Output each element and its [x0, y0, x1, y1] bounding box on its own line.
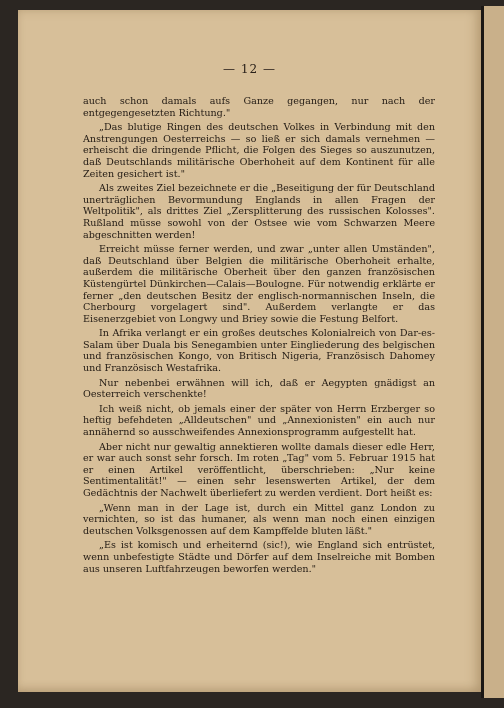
paragraph-10: „Es ist komisch und erheiternd (sic!), wie England sich entrüstet, wenn unbefestigte Städte und Dörfer auf dem Inselreiche mit Bomben aus unseren Luftfahrzeugen beworfen werden.": [83, 540, 435, 575]
paragraph-7: Ich weiß nicht, ob jemals einer der später von Herrn Erzberger so heftig befehdeten „Alldeutschen" und „Annexionisten" ein auch nur annähernd so ausschweifendes Annexionsprogramm aufgestellt hat.: [83, 403, 435, 439]
body-text: [83, 96, 435, 578]
paragraph-2: „Das blutige Ringen des deutschen Volkes in Verbindung mit den Anstrengungen Oesterreichs — so ließ er sich damals vernehmen — erheischt die dringende Pflicht, die Folgen des Sieges so auszunutzen, daß Deutschlands militärische Oberhoheit auf dem Kontinent für alle Zeiten gesichert ist.": [83, 122, 435, 180]
document-page: [18, 10, 481, 692]
page-gutter: [481, 6, 484, 698]
adjacent-page-edge: [484, 6, 504, 698]
paragraph-3: Als zweites Ziel bezeichnete er die „Beseitigung der für Deutschland unerträglichen Bevormundung Englands in allen Fragen der Weltpolitik", als drittes Ziel „Zersplitterung des russischen Kolosses". Rußland müsse sowohl von der Ostsee wie vom Schwarzen Meere abgeschnitten werden!: [83, 183, 435, 241]
paragraph-1: auch schon damals aufs Ganze gegangen, nur nach der entgegengesetzten Richtung.": [83, 96, 435, 119]
paragraph-9: „Wenn man in der Lage ist, durch ein Mittel ganz London zu vernichten, so ist das humaner, als wenn man noch einen einzigen deutschen Volksgenossen auf dem Kampffelde bluten läßt.": [83, 502, 435, 537]
paragraph-6: Nur nebenbei erwähnen will ich, daß er Aegypten gnädigst an Oesterreich verschenkte!: [83, 377, 435, 401]
paragraph-5: In Afrika verlangt er ein großes deutsches Kolonialreich von Dar-es-Salam über Duala bis Senegambien unter Eingliederung des belgischen und französischen Kongo, von Britisch Nigeria, Französisch Dahomey und Französisch Westafrika.: [83, 328, 435, 375]
paragraph-4: Erreicht müsse ferner werden, und zwar „unter allen Umständen", daß Deutschland über Belgien die militärische Oberhoheit erhalte, außerdem die militärische Oberheit über den ganzen französischen Küstengürtel Dünkirchen—Calais—Boulogne. Für notwendig erklärte er ferner „den deutschen Besitz der englisch-normannischen Inseln, die Cherbourg vorgelagert sind". Außerdem verlangte er das Eisenerzgebiet von Longwy und Briey sowie die Festung Belfort.: [83, 244, 435, 325]
page-number: — 12 —: [223, 62, 276, 76]
paragraph-8: Aber nicht nur gewaltig annektieren wollte damals dieser edle Herr, er war auch sonst sehr forsch. Im roten „Tag" vom 5. Februar 1915 hat er einen Artikel veröffentlicht, überschrieben: „Nur keine Sentimentalität!" — einen sehr lesenswerten Artikel, der dem Gedächtnis der Nachwelt überliefert zu werden verdient. Dort heißt es:: [83, 441, 435, 499]
